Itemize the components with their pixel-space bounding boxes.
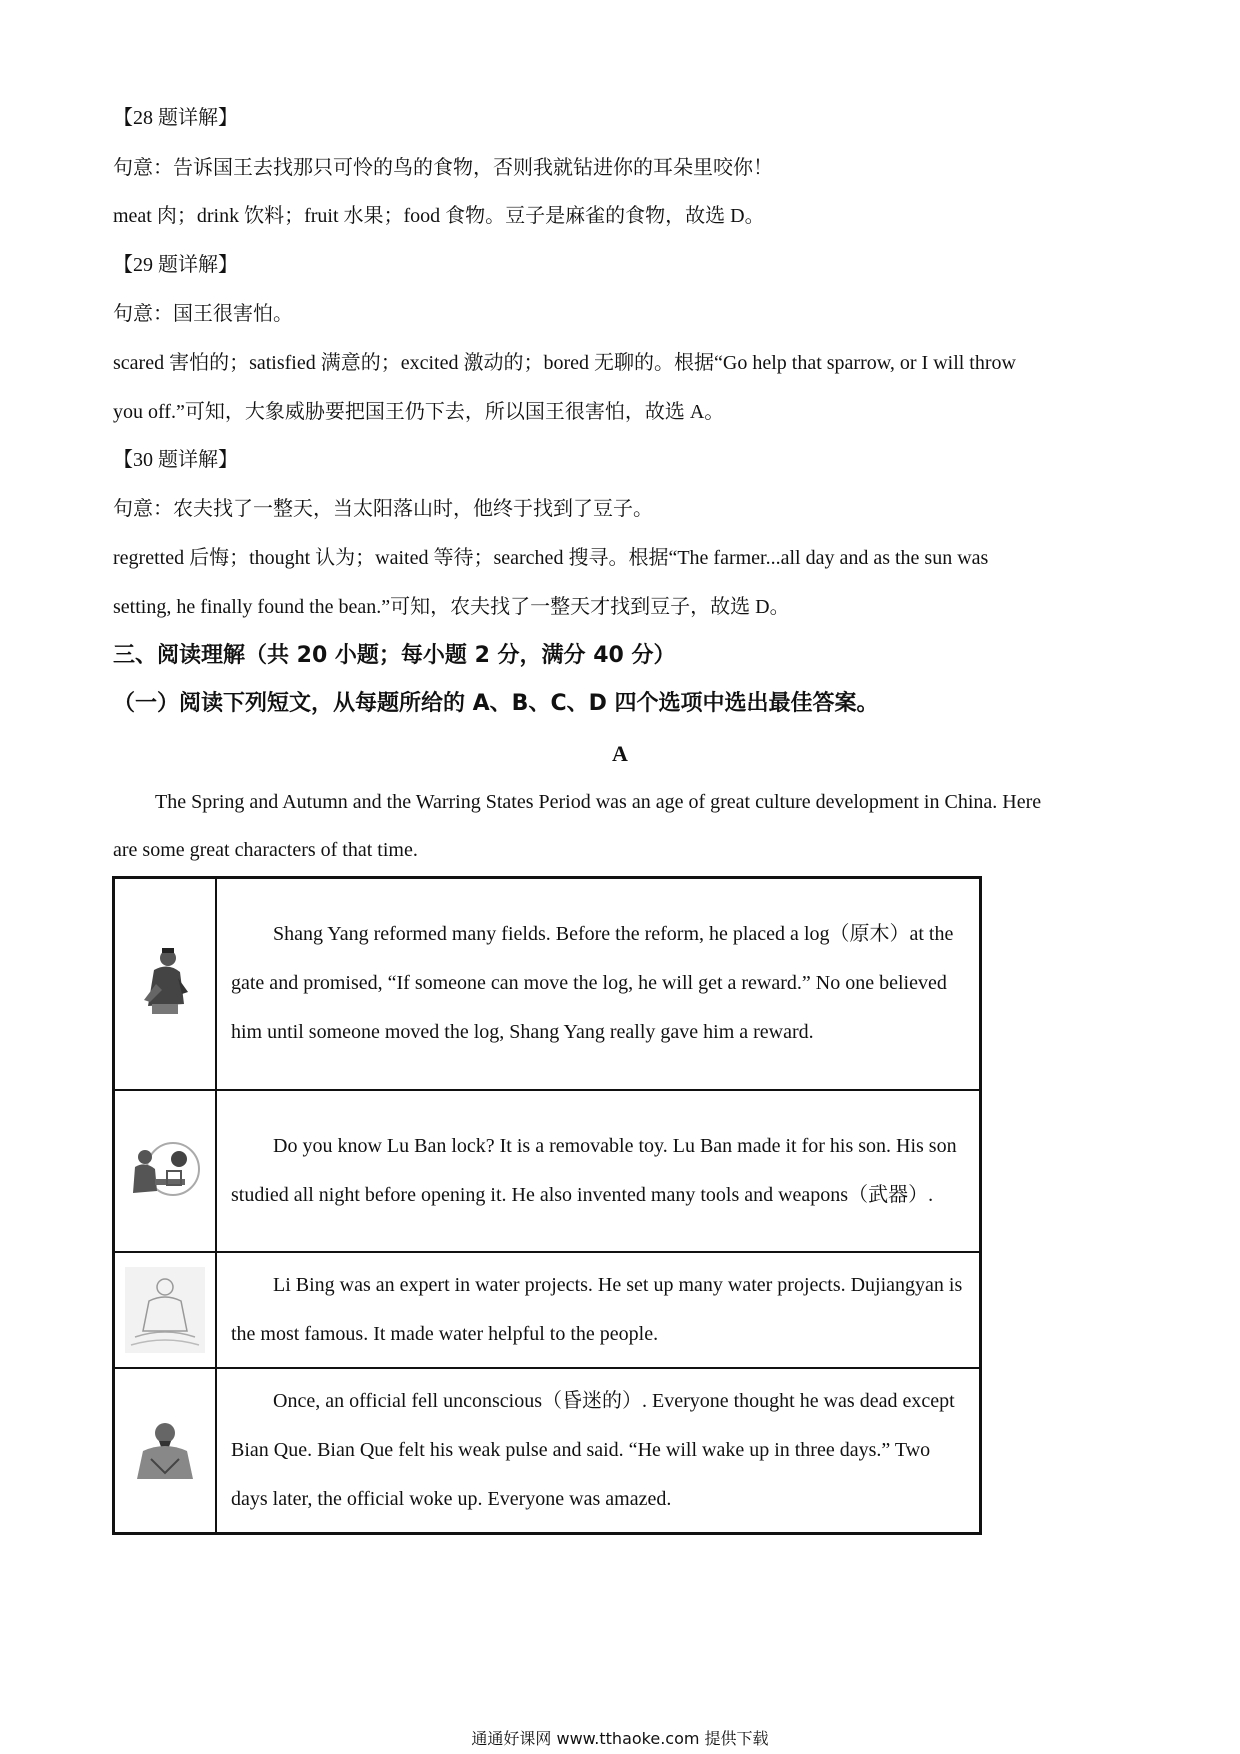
characters-table xyxy=(112,876,982,1535)
character-text-cell xyxy=(216,1368,981,1534)
q29-analysis-line-2: you off.”可知，大象威胁要把国王仍下去，所以国王很害怕，故选 A。 xyxy=(113,401,725,423)
character-text-cell xyxy=(216,878,981,1090)
q30-title: 【30 题详解】 xyxy=(113,449,238,471)
q30-analysis-line-1: regretted 后悔；thought 认为；waited 等待；searched 搜寻。根据“The farmer...all day and as the sun was xyxy=(113,547,989,569)
character-description: Shang Yang reformed many fields. Before the reform, he placed a log（原木）at the gate and promised, “If someone can move the log, he will get a reward.” No one believed him until someone moved the log, Shang Yang really gave him a reward. xyxy=(231,923,954,1044)
character-text-cell xyxy=(216,1090,981,1252)
character-row xyxy=(114,1252,981,1368)
q29-analysis-line-1: scared 害怕的；satisfied 满意的；excited 激动的；bored 无聊的。根据“Go help that sparrow, or I will throw xyxy=(113,352,1016,374)
q28-title: 【28 题详解】 xyxy=(113,107,238,129)
bian-que-portrait-icon xyxy=(129,1415,201,1485)
q30-meaning: 句意：农夫找了一整天，当太阳落山时，他终于找到了豆子。 xyxy=(113,498,653,520)
portrait-cell xyxy=(114,1368,217,1534)
section-subtitle: （一）阅读下列短文，从每题所给的 A、B、C、D 四个选项中选出最佳答案。 xyxy=(113,691,879,716)
intro-line-1: The Spring and Autumn and the Warring States Period was an age of great culture development in China. Here xyxy=(155,791,1042,813)
portrait-cell xyxy=(114,878,217,1090)
q28-analysis: meat 肉；drink 饮料；fruit 水果；food 食物。豆子是麻雀的食物，故选 D。 xyxy=(113,205,765,227)
lu-ban-portrait-icon xyxy=(127,1141,203,1201)
q30-analysis-line-2: setting, he finally found the bean.”可知，农夫找了一整天才找到豆子，故选 D。 xyxy=(113,596,790,618)
passage-label: A xyxy=(612,741,628,766)
portrait-cell xyxy=(114,1090,217,1252)
q29-title: 【29 题详解】 xyxy=(113,254,238,276)
shang-yang-portrait-icon xyxy=(134,944,196,1024)
character-description: Do you know Lu Ban lock? It is a removable toy. Lu Ban made it for his son. His son studied all night before opening it. He also invented many tools and weapons（武器）. xyxy=(231,1134,957,1206)
character-description: Li Bing was an expert in water projects. He set up many water projects. Dujiangyan is the most famous. It made water helpful to the people. xyxy=(231,1273,963,1345)
portrait-cell xyxy=(114,1252,217,1368)
character-row xyxy=(114,878,981,1090)
page-footer: 通通好课网 www.tthaoke.com 提供下载 xyxy=(471,1729,769,1748)
intro-line-2: are some great characters of that time. xyxy=(113,839,418,861)
character-row xyxy=(114,1368,981,1534)
character-description: Once, an official fell unconscious（昏迷的）. Everyone thought he was dead except Bian Que. Bian Que felt his weak pulse and said. “He will wake up in three days.” Two days later, the official woke up. Everyone was amazed. xyxy=(231,1389,955,1510)
character-row xyxy=(114,1090,981,1252)
q29-meaning: 句意：国王很害怕。 xyxy=(113,303,293,325)
q28-meaning: 句意：告诉国王去找那只可怜的鸟的食物，否则我就钻进你的耳朵里咬你！ xyxy=(113,157,773,179)
li-bing-portrait-icon xyxy=(125,1267,205,1353)
section-title: 三、阅读理解（共 20 小题；每小题 2 分，满分 40 分） xyxy=(113,643,676,668)
character-text-cell xyxy=(216,1252,981,1368)
